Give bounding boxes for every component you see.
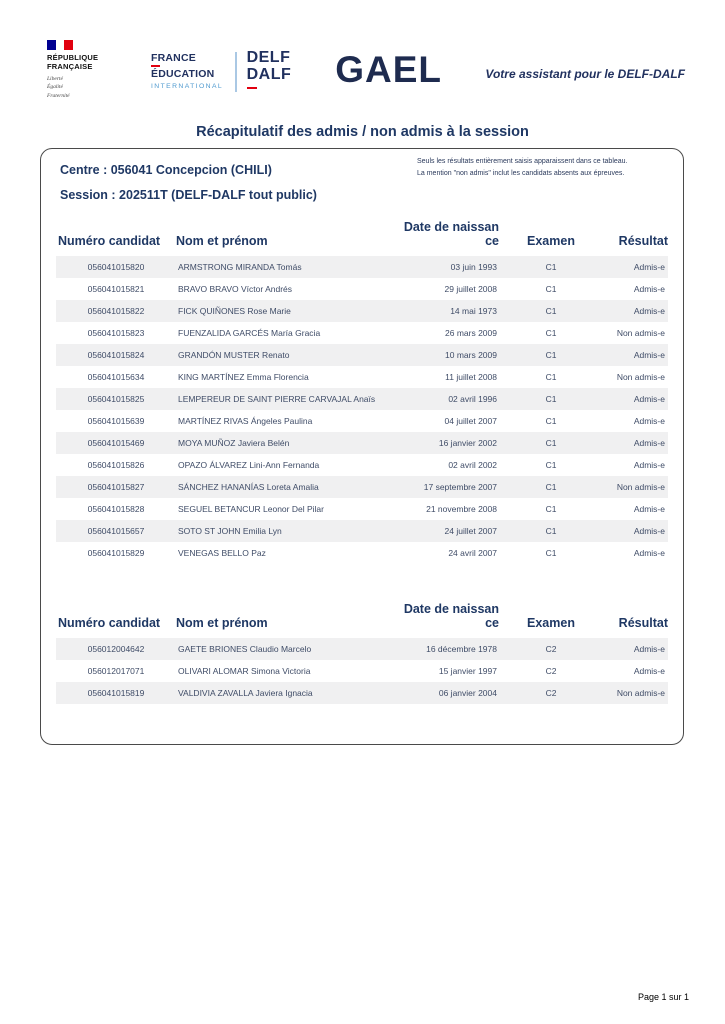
- page-indicator: Page 1 sur 1: [637, 992, 689, 1002]
- republique-francaise-logo: [47, 40, 111, 100]
- table-row: [56, 682, 668, 704]
- cell-date: 29 juillet 2008: [444, 283, 497, 294]
- cell-date: 24 avril 2007: [448, 547, 497, 558]
- cell-numero: 056041015820: [56, 256, 176, 278]
- cell-resultat: Admis-e: [633, 415, 665, 426]
- cell-resultat: Admis-e: [601, 520, 668, 542]
- cell-numero: 056012004642: [56, 638, 176, 660]
- cell-examen: C1: [545, 503, 557, 514]
- column-header-numero: Numéro candidat: [58, 234, 161, 249]
- cell-examen: C1: [501, 256, 601, 278]
- cell-nom: MOYA MUÑOZ Javiera Belén: [176, 432, 376, 454]
- cell-numero: 056041015829: [87, 547, 145, 558]
- cell-numero: 056041015823: [87, 327, 145, 338]
- cell-date: 02 avril 1996: [376, 388, 501, 410]
- cell-resultat: Admis-e: [601, 388, 668, 410]
- table-row: [56, 410, 668, 432]
- column-header-resultat: Résultat: [618, 616, 668, 631]
- session-label: Session : 202511T (DELF-DALF tout public): [60, 188, 317, 202]
- table-row: [56, 542, 668, 564]
- cell-resultat: Non admis-e: [616, 327, 665, 338]
- fei-red-dash-icon: [151, 65, 160, 67]
- cell-nom: SÁNCHEZ HANANÍAS Loreta Amalia: [176, 476, 376, 498]
- cell-resultat: Admis-e: [633, 665, 665, 676]
- cell-date: 04 juillet 2007: [444, 415, 497, 426]
- france-flag-icon: [47, 40, 73, 50]
- cell-date: 26 mars 2009: [445, 327, 497, 338]
- table-row: [56, 454, 668, 476]
- table-row: [56, 366, 668, 388]
- fei-line1: FRANCE: [151, 52, 196, 64]
- fei-line2: ÉDUCATION: [151, 68, 215, 81]
- page-title: Récapitulatif des admis / non admis à la session: [196, 123, 529, 140]
- cell-examen: C2: [501, 638, 601, 660]
- table-row: [56, 322, 668, 344]
- france-education-international-logo: [151, 40, 223, 90]
- logo-separator: [235, 52, 237, 92]
- delf-dalf-logo: [247, 40, 292, 89]
- cell-examen: C1: [501, 344, 601, 366]
- results-note: [417, 156, 674, 179]
- republique-name: [47, 53, 111, 71]
- cell-resultat: Non admis-e: [616, 371, 665, 382]
- cell-nom: LEMPEREUR DE SAINT PIERRE CARVAJAL Anaïs: [176, 388, 376, 410]
- cell-nom: SEGUEL BETANCUR Leonor Del Pilar: [178, 503, 324, 514]
- cell-nom: FICK QUIÑONES Rose Marie: [176, 300, 376, 322]
- table-row: [56, 300, 668, 322]
- cell-numero: 056012017071: [87, 665, 145, 676]
- cell-date: 21 novembre 2008: [426, 503, 497, 514]
- cell-numero: 056041015639: [87, 415, 145, 426]
- republique-line1: RÉPUBLIQUE: [47, 53, 99, 62]
- table-row: [56, 638, 668, 660]
- fei-line3: INTERNATIONAL: [151, 83, 224, 91]
- table-row: [56, 388, 668, 410]
- gael-wordmark: GAEL: [335, 49, 443, 90]
- table-row: [56, 432, 668, 454]
- results-table-c1: [56, 220, 668, 564]
- table-row: [56, 256, 668, 278]
- cell-date: 16 décembre 1978: [376, 638, 501, 660]
- cell-examen: C1: [545, 327, 557, 338]
- cell-resultat: Admis-e: [633, 459, 665, 470]
- cell-nom: VALDIVIA ZAVALLA Javiera Ignacia: [176, 682, 376, 704]
- table-row: [56, 344, 668, 366]
- cell-nom: KING MARTÍNEZ Emma Florencia: [178, 371, 309, 382]
- cell-date: 02 avril 2002: [448, 459, 497, 470]
- tagline: Votre assistant pour le DELF-DALF: [485, 67, 685, 81]
- cell-numero: 056041015828: [87, 503, 145, 514]
- cell-date: 24 juillet 2007: [376, 520, 501, 542]
- table-row: [56, 278, 668, 300]
- centre-label: Centre : 056041 Concepcion (CHILI): [60, 163, 272, 177]
- cell-numero: 056041015824: [56, 344, 176, 366]
- cell-examen: C1: [545, 415, 557, 426]
- cell-examen: C2: [501, 682, 601, 704]
- column-header-resultat: Résultat: [618, 234, 668, 249]
- cell-date: 17 septembre 2007: [376, 476, 501, 498]
- results-table-c2: [56, 602, 668, 704]
- cell-resultat: Admis-e: [601, 256, 668, 278]
- note-line2: La mention "non admis" inclut les candidats absents aux épreuves.: [417, 169, 625, 177]
- cell-examen: C1: [545, 459, 557, 470]
- cell-resultat: Admis-e: [601, 300, 668, 322]
- dalf-line: DALF: [246, 65, 292, 83]
- cell-date: 11 juillet 2008: [445, 371, 497, 382]
- cell-numero: 056041015634: [87, 371, 145, 382]
- table-header-row: [56, 220, 668, 256]
- cell-nom: MARTÍNEZ RIVAS Ángeles Paulina: [178, 415, 313, 426]
- cell-nom: FUENZALIDA GARCÉS María Gracia: [178, 327, 321, 338]
- note-line1: Seuls les résultats entièrement saisis apparaissent dans ce tableau.: [417, 158, 628, 165]
- cell-numero: 056041015825: [56, 388, 176, 410]
- cell-numero: 056041015822: [56, 300, 176, 322]
- cell-resultat: Admis-e: [633, 283, 665, 294]
- column-header-examen: Examen: [527, 616, 575, 631]
- cell-nom: BRAVO BRAVO Víctor Andrés: [178, 283, 293, 294]
- cell-numero: 056041015819: [56, 682, 176, 704]
- cell-date: 14 mai 1973: [376, 300, 501, 322]
- table-header-row: [56, 602, 668, 638]
- cell-nom: GAETE BRIONES Claudio Marcelo: [176, 638, 376, 660]
- table-row: [56, 476, 668, 498]
- delf-line: DELF: [246, 49, 291, 66]
- cell-numero: 056041015657: [56, 520, 176, 542]
- cell-numero: 056041015827: [56, 476, 176, 498]
- table-row: [56, 660, 668, 682]
- cell-resultat: Admis-e: [601, 432, 668, 454]
- column-header-examen: Examen: [527, 234, 575, 249]
- cell-resultat: Non admis-e: [601, 476, 668, 498]
- cell-nom: GRANDÓN MUSTER Renato: [176, 344, 376, 366]
- cell-numero: 056041015469: [56, 432, 176, 454]
- cell-examen: C1: [545, 283, 557, 294]
- results-panel: [40, 148, 684, 745]
- cell-date: 10 mars 2009: [376, 344, 501, 366]
- republique-line2: FRANÇAISE: [47, 62, 93, 71]
- column-header-nom: Nom et prénom: [176, 234, 268, 249]
- cell-examen: C1: [501, 300, 601, 322]
- column-header-date: Date de naissance: [403, 601, 499, 631]
- cell-nom: ARMSTRONG MIRANDA Tomás: [176, 256, 376, 278]
- cell-examen: C1: [501, 432, 601, 454]
- cell-resultat: Admis-e: [601, 638, 668, 660]
- column-header-nom: Nom et prénom: [176, 616, 268, 631]
- cell-examen: C1: [545, 547, 557, 558]
- cell-date: 06 janvier 2004: [376, 682, 501, 704]
- republique-motto: Liberté Égalité Fraternité: [47, 76, 70, 99]
- cell-numero: 056041015821: [87, 283, 145, 294]
- table-row: [56, 498, 668, 520]
- cell-resultat: Non admis-e: [601, 682, 668, 704]
- cell-examen: C1: [501, 476, 601, 498]
- table-row: [56, 520, 668, 542]
- cell-resultat: Admis-e: [601, 344, 668, 366]
- cell-examen: C1: [545, 371, 557, 382]
- cell-date: 15 janvier 1997: [438, 665, 497, 676]
- cell-examen: C2: [545, 665, 557, 676]
- column-header-numero: Numéro candidat: [58, 616, 161, 631]
- cell-resultat: Admis-e: [633, 547, 665, 558]
- delf-red-dash-icon: [247, 87, 257, 90]
- cell-nom: OLIVARI ALOMAR Simona Victoria: [178, 665, 311, 676]
- cell-resultat: Admis-e: [633, 503, 665, 514]
- cell-nom: OPAZO ÁLVAREZ Lini-Ann Fernanda: [178, 459, 320, 470]
- masthead: [47, 40, 685, 100]
- cell-nom: VENEGAS BELLO Paz: [178, 547, 266, 558]
- cell-date: 03 juin 1993: [376, 256, 501, 278]
- cell-examen: C1: [501, 388, 601, 410]
- cell-examen: C1: [501, 520, 601, 542]
- cell-date: 16 janvier 2002: [376, 432, 501, 454]
- cell-nom: SOTO ST JOHN Emilia Lyn: [176, 520, 376, 542]
- column-header-date: Date de naissance: [403, 220, 499, 249]
- cell-numero: 056041015826: [87, 459, 145, 470]
